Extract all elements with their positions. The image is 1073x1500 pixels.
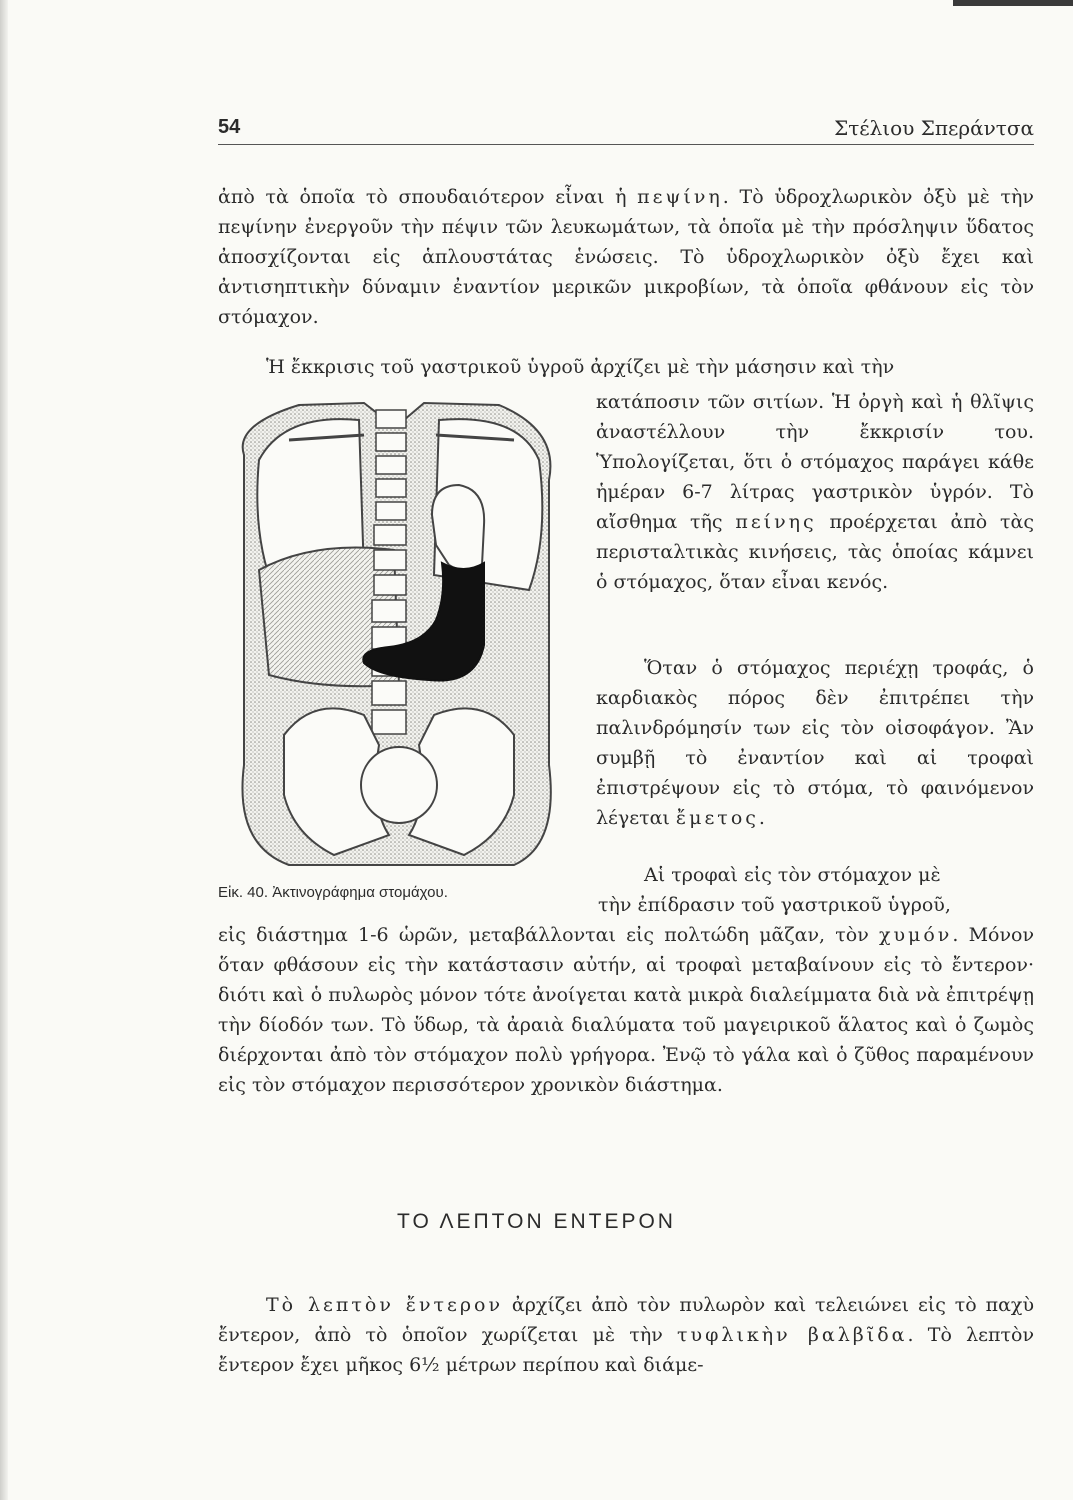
paragraph-chyme: τὴν ἐπίδρασιν τοῦ γαστρικοῦ ὑγροῦ, εἰς διάστημα 1-6 ὡρῶν, μεταβάλλονται εἰς πολτώδη μᾶζαν, τὸν χυμόν. Μόνον ὅταν φθάσουν εἰς τὴν κατάστασιν αὐτήν, αἱ τροφαὶ μεταβαίνουν εἰς τὸ ἔντερον· διότι καὶ ὁ πυλωρὸς μόνον τότε ἀνοίγεται κατὰ μικρὰ διαλείμματα διὰ νὰ ἐπιτρέψῃ τὴν δίοδόν των. Τὸ ὕδωρ, τὰ ἀραιὰ διαλύματα τοῦ μαγειρικοῦ ἅλατος καὶ ὁ ζωμὸς διέρχονται ἀπὸ τὸν στόμαχον πολὺ γρήγορα. Ἐνῷ τὸ γάλα καὶ ὁ ζῦθος παραμένουν εἰς τὸν στόμαχον περισσότερον χρονικὸν διάστημα.	[218, 894, 1035, 1096]
scan-edge-mark	[953, 0, 1073, 6]
term-vomit: ἔμετος	[675, 807, 759, 829]
paragraph-chyme-first-line: Αἱ τροφαὶ εἰς τὸν στόμαχον μὲ	[644, 864, 941, 886]
paragraph-pepsin: ἀπὸ τὰ ὁποῖα τὸ σπουδαιότερον εἶναι ἡ πεψίνη. Τὸ ὑδροχλωρικὸν ὀξὺ μὲ τὴν πεψίνην ἐνεργοῦν τὴν πέψιν τῶν λευκωμάτων, τὰ ὁποῖα μὲ τὴν πρόσληψιν ὕδατος ἀποσχίζονται εἰς ἁπλουστάτας ἑνώσεις. Τὸ ὑδροχλωρικὸν ὀξὺ ἔχει καὶ ἀντισηπτικὴν δύναμιν ἐναντίον μερικῶν μικροβίων, τὰ ὁποῖα φθάνουν εἰς τὸν στόμαχον.	[218, 186, 1034, 328]
section-title: ΤΟ ΛΕΠΤΟΝ ΕΝΤΕΡΟΝ	[397, 1210, 676, 1233]
paragraph-secretion-column: κατάποσιν τῶν σιτίων. Ἡ ὀργὴ καὶ ἡ θλῖψις ἀναστέλλουν τὴν ἔκκρισίν του. Ὑπολογίζεται, ὅτι ὁ στόμαχος παράγει κάθε ἡμέραν 6-7 λίτρας γαστρικὸν ὑγρόν. Τὸ αἴσθημα τῆς πείνης προέρχεται ἀπὸ τὰς περισταλτικὰς κινήσεις, τὰς ὁποίας κάμνει ὁ στόμαχος, ὅταν εἶναι κενός.	[596, 391, 1034, 593]
running-head: Στέλιου Σπεράντσα	[834, 116, 1034, 140]
page-edge	[0, 0, 8, 1500]
term-small-intestine: Τὸ λεπτὸν ἔντερον	[266, 1294, 504, 1316]
paragraph-small-intestine: Τὸ λεπτὸν ἔντερον ἀρχίζει ἀπὸ τὸν πυλωρὸν καὶ τελειώνει εἰς τὸ παχὺ ἔντερον, ἀπὸ τὸ ὁποῖον χωρίζεται μὲ τὴν τυφλικὴν βαλβῖδα. Τὸ λεπτὸν ἔντερον ἔχει μῆκος 6½ μέτρων περίπου καὶ διάμε-	[218, 1294, 1035, 1376]
figure-caption: Εἰκ. 40. Ἀκτινογράφημα στομάχου.	[218, 884, 448, 901]
stomach-xray-figure	[214, 385, 586, 880]
term-hunger: πείνης	[735, 511, 817, 533]
term-ileocecal-valve: τυφλικὴν βαλβῖδα	[677, 1324, 908, 1346]
term-chyme: χυμόν	[878, 924, 953, 946]
term-pepsin: πεψίνη	[637, 186, 723, 208]
pelvic-inlet	[361, 747, 437, 823]
xray-illustration	[214, 385, 586, 880]
paragraph-vomiting: Ὅταν ὁ στόμαχος περιέχῃ τροφάς, ὁ καρδιακὸς πόρος δὲν ἐπιτρέπει τὴν παλινδρόμησίν των εἰς τὸν οἰσοφάγον. Ἂν συμβῇ τὸ ἐναντίον καὶ αἱ τροφαὶ ἐπιστρέψουν εἰς τὸ στόμα, τὸ φαινόμενον λέγεται ἔμετος.	[596, 657, 1034, 829]
page-number: 54	[218, 116, 241, 138]
paragraph-secretion-first-line: Ἡ ἔκκρισις τοῦ γαστρικοῦ ὑγροῦ ἀρχίζει μὲ τὴν μάσησιν καὶ τὴν	[266, 356, 895, 378]
page-header	[218, 114, 1034, 145]
